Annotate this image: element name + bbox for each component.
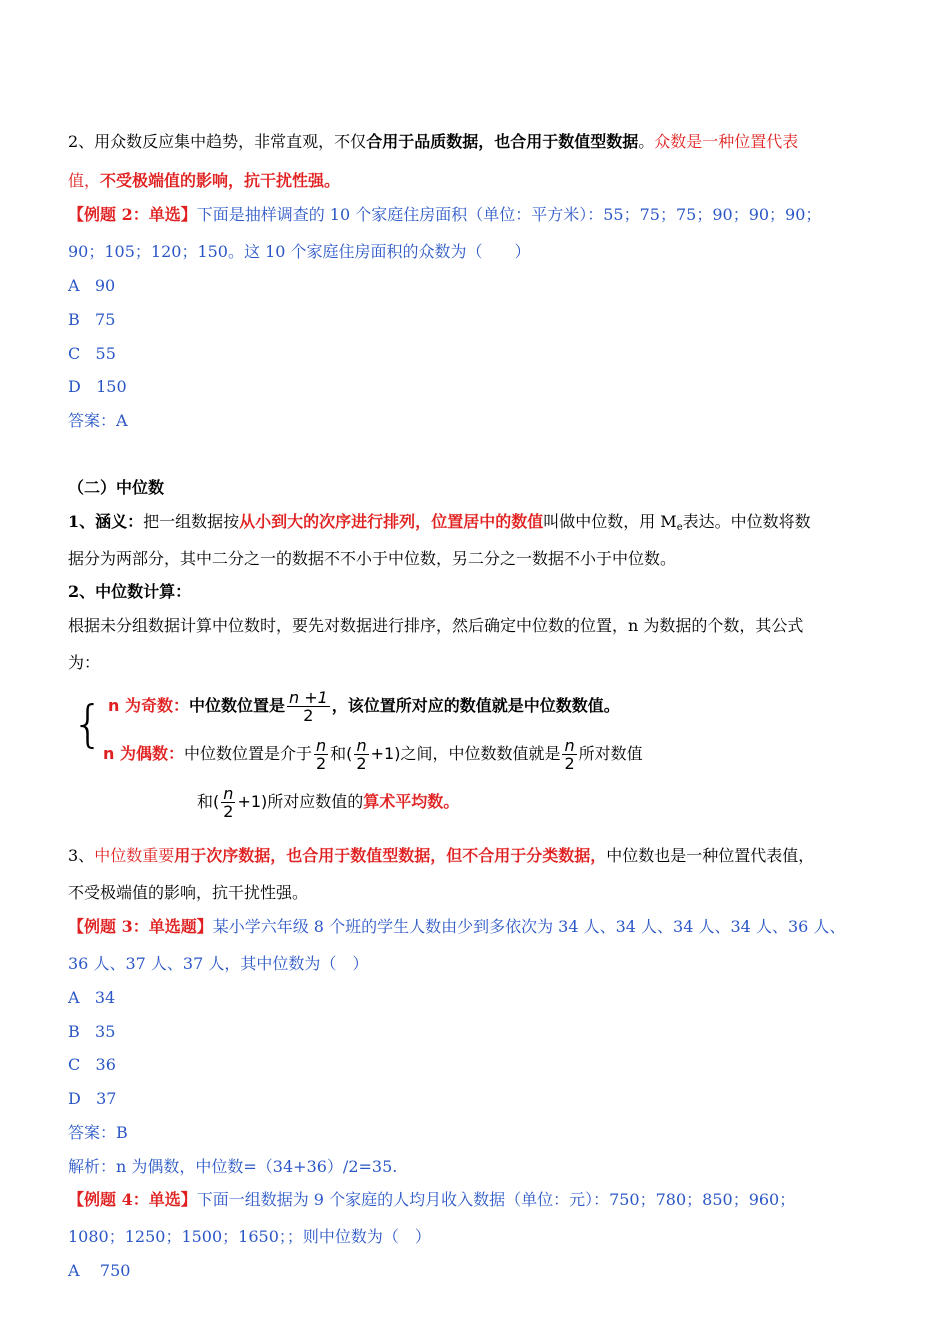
example3-option-a — [68, 987, 115, 1009]
fraction-numerator: n — [314, 737, 328, 755]
example2-option-b — [68, 309, 115, 331]
median-def-post2: 表达。中位数将数 — [682, 512, 811, 531]
option-letter: D — [68, 1089, 81, 1108]
formula-even2-and: 和( — [197, 792, 220, 811]
example3-answer: 答案：B — [68, 1123, 128, 1142]
formula-even-and: 和( — [330, 744, 353, 763]
formula-brace: { — [72, 695, 104, 753]
fraction-denominator: 2 — [315, 754, 327, 773]
mode-p2-prefix: 2、用众数反应集中趋势，非常直观，不仅 — [68, 132, 367, 151]
formula-even-text1: 中位数位置是介于 — [183, 744, 312, 763]
formula-even-fraction-2 — [354, 737, 368, 772]
option-letter: C — [68, 344, 81, 363]
mode-paragraph-line1 — [68, 131, 798, 153]
example2-question-text1: 下面是抽样调查的 10 个家庭住房面积（单位：平方米）：55；75；75；90；90；90； — [196, 205, 822, 224]
example3-question-line2: 36 人、37 人、37 人，其中位数为（ ） — [68, 954, 369, 973]
median-def-post: 叫做中位数，用 M — [543, 512, 677, 531]
median-calc-heading: 2、中位数计算： — [68, 582, 192, 601]
example3-option-d — [68, 1088, 116, 1110]
example4-question-line1 — [68, 1189, 795, 1211]
example2-question-text2: 90；105；120；150。这 10 个家庭住房面积的众数为（ ） — [68, 242, 531, 261]
example4-tag: 【例题 4：单选】 — [68, 1190, 197, 1209]
fraction-denominator: 2 — [303, 706, 314, 725]
example2-question-line2 — [68, 241, 531, 263]
fraction-numerator: n — [562, 737, 576, 755]
mode-p2-red: 众数是一种位置代表 — [654, 132, 799, 151]
mode-p2-mid: 。 — [638, 132, 655, 151]
example2-option-d — [68, 376, 127, 398]
formula-even-label: n 为偶数： — [103, 744, 184, 763]
option-letter: C — [68, 1055, 81, 1074]
median-p3-red: 中位数重要 — [94, 846, 175, 865]
example2-answer: 答案：A — [68, 411, 128, 430]
example2-option-c — [68, 343, 116, 365]
median-calc-line2: 为： — [68, 653, 101, 672]
example4-option-a — [68, 1260, 130, 1282]
option-letter: D — [68, 377, 81, 396]
formula-odd-text2: ，该位置所对应的数值就是中位数数值。 — [331, 696, 620, 715]
median-def-label: 1、涵义： — [68, 512, 144, 531]
fraction-numerator: n — [354, 737, 368, 755]
fraction-denominator: 2 — [564, 754, 575, 773]
formula-even2-fraction — [221, 785, 235, 820]
example4-question-text1: 下面一组数据为 9 个家庭的人均月收入数据（单位：元）：750；780；850；960； — [196, 1190, 796, 1209]
fraction-denominator: 2 — [356, 754, 367, 773]
median-def-red1: 从小到大的次序进行排列 — [239, 512, 416, 531]
option-letter: A — [68, 988, 80, 1007]
formula-even-fraction-1 — [314, 737, 328, 772]
formula-even-fraction-3 — [562, 737, 576, 772]
mode-p2-line2-redbold: 不受极端值的影响，抗干扰性强。 — [100, 171, 341, 190]
median-p3-line2: 不受极端值的影响，抗干扰性强。 — [68, 883, 309, 902]
option-letter: A — [68, 276, 80, 295]
formula-even-line — [103, 736, 643, 772]
example2-option-a — [68, 275, 115, 297]
fraction-denominator: 2 — [223, 802, 234, 821]
example3-tag: 【例题 3：单选题】 — [68, 917, 213, 936]
example3-option-c — [68, 1054, 116, 1076]
option-value: 150 — [96, 377, 127, 396]
median-def-red2: 位置居中的数值 — [431, 512, 544, 531]
example4-question-line2: 1080；1250；1500；1650；；则中位数为（ ） — [68, 1227, 431, 1246]
median-definition-line1 — [68, 511, 811, 539]
formula-even-line2 — [197, 784, 459, 820]
median-p3-redbold: 用于次序数据，也合用于数值型数据，但不合用于分类数据， — [174, 846, 607, 865]
example3-option-b — [68, 1021, 115, 1043]
formula-even2-plus: +1)所对应数值的 — [237, 792, 364, 811]
option-value: 55 — [95, 344, 116, 363]
median-def-comma: ， — [415, 512, 432, 531]
mode-p2-line2-red: 值， — [68, 171, 101, 190]
example3-analysis: 解析：n 为偶数，中位数=（34+36）/2=35. — [68, 1157, 398, 1176]
mode-paragraph-line2 — [68, 170, 340, 192]
formula-even-plus: +1)之间，中位数数值就是 — [370, 744, 561, 763]
fraction-numerator: n — [221, 785, 235, 803]
formula-odd-fraction — [287, 689, 330, 724]
example2-question-line1 — [68, 204, 821, 226]
option-letter: B — [68, 1022, 80, 1041]
median-p3-line1 — [68, 845, 814, 867]
median-def-pre: 把一组数据按 — [143, 512, 240, 531]
formula-odd-label: n 为奇数： — [108, 696, 189, 715]
median-calc-line1: 根据未分组数据计算中位数时，要先对数据进行排序，然后确定中位数的位置，n 为数据的个数，其公式 — [68, 616, 804, 635]
option-value: 36 — [95, 1055, 116, 1074]
median-p3-prefix: 3、 — [68, 846, 95, 865]
option-value: 75 — [95, 310, 116, 329]
formula-odd-text1: 中位数位置是 — [188, 696, 285, 715]
median-p3-post: 中位数也是一种位置代表值， — [606, 846, 815, 865]
median-def-subscript: e — [676, 522, 683, 533]
option-letter: B — [68, 310, 80, 329]
example3-question-text1: 某小学六年级 8 个班的学生人数由少到多依次为 34 人、34 人、34 人、34 人、36 人、 — [212, 917, 846, 936]
example2-tag: 【例题 2：单选】 — [68, 205, 197, 224]
option-value: 90 — [94, 276, 116, 295]
fraction-numerator: n +1 — [288, 688, 328, 707]
option-letter: A — [68, 1261, 80, 1280]
mode-p2-bold: 合用于品质数据，也合用于数值型数据 — [366, 132, 639, 151]
option-value: 35 — [95, 1022, 116, 1041]
example3-question-line1 — [68, 916, 845, 938]
option-value: 37 — [96, 1089, 117, 1108]
formula-odd-line — [108, 688, 620, 724]
formula-even-text2: 所对数值 — [578, 744, 643, 763]
median-definition-line2: 据分为两部分，其中二分之一的数据不不小于中位数，另二分之一数据不小于中位数。 — [68, 549, 677, 568]
formula-even2-red: 算术平均数。 — [363, 792, 460, 811]
option-value: 750 — [99, 1261, 131, 1280]
option-value: 34 — [94, 988, 116, 1007]
median-heading: （二）中位数 — [68, 478, 165, 497]
